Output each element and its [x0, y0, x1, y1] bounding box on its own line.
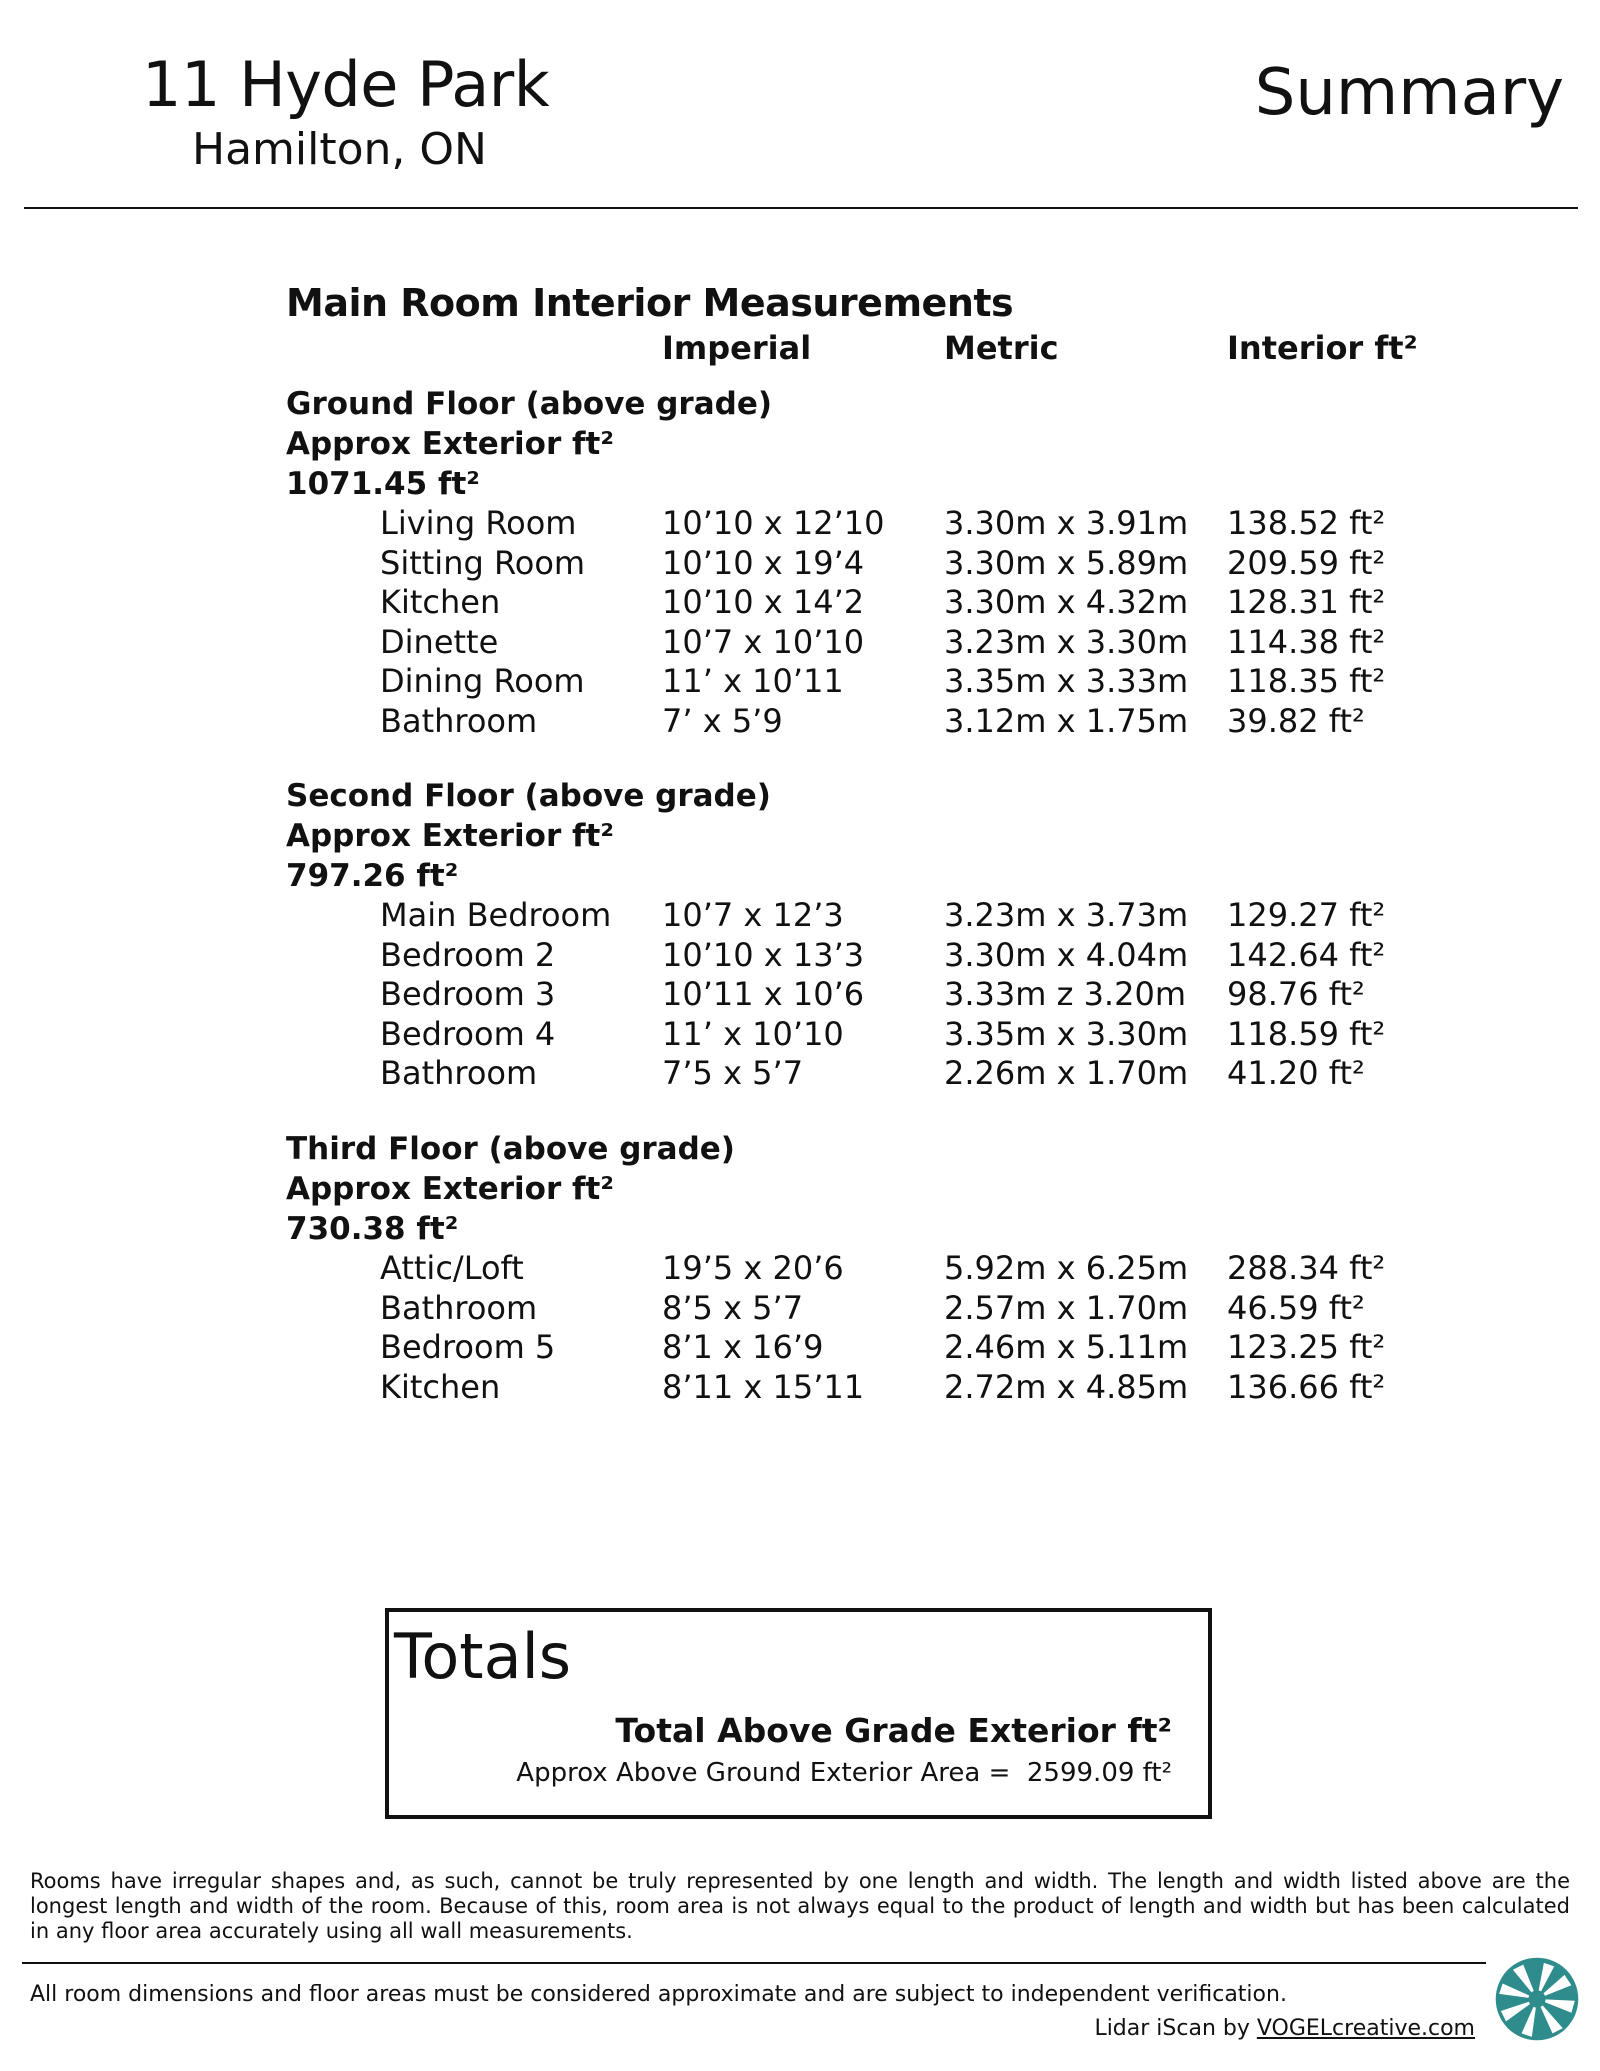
floor-exterior-total: 797.26 ft²	[286, 858, 459, 894]
credit-prefix: Lidar iScan by	[1094, 2016, 1257, 2041]
room-interior-area: 39.82 ft²	[1227, 701, 1365, 740]
header-divider	[24, 207, 1578, 209]
column-header-metric: Metric	[944, 329, 1059, 367]
room-name: Bathroom	[380, 1288, 538, 1327]
totals-line-label: Approx Above Ground Exterior Area =	[516, 1758, 1011, 1788]
totals-line-value: 2599.09 ft²	[1026, 1758, 1172, 1788]
measurements-heading: Main Room Interior Measurements	[286, 281, 1014, 325]
room-interior-area: 118.35 ft²	[1227, 662, 1386, 700]
column-header-interior: Interior ft²	[1227, 329, 1418, 367]
room-interior-area: 128.31 ft²	[1227, 583, 1386, 621]
room-interior-area: 114.38 ft²	[1227, 622, 1386, 661]
room-metric: 2.57m x 1.70m	[944, 1288, 1189, 1327]
totals-title: Totals	[394, 1620, 572, 1693]
room-metric: 3.35m x 3.30m	[944, 1014, 1189, 1053]
credit-line	[1094, 2016, 1475, 2041]
disclaimer: Rooms have irregular shapes and, as such, cannot be truly represented by one length and width. The length and width listed above are the longest length and width of the room. Because of this, room area is not always equal to the product of length and width but has been calculated in any floor area accurately using all wall measurements.	[30, 1869, 1570, 1943]
room-metric: 3.30m x 5.89m	[944, 543, 1189, 582]
room-imperial: 10’10 x 14’2	[662, 583, 865, 621]
room-metric: 5.92m x 6.25m	[944, 1249, 1189, 1287]
room-imperial: 10’7 x 12’3	[662, 896, 844, 934]
room-imperial: 10’10 x 13’3	[662, 935, 865, 974]
room-name: Bedroom 4	[380, 1014, 556, 1053]
room-imperial: 11’ x 10’11	[662, 662, 844, 700]
column-header-imperial: Imperial	[662, 329, 812, 367]
room-imperial: 10’11 x 10’6	[662, 975, 865, 1013]
floor-title: Ground Floor (above grade)	[286, 386, 773, 422]
room-metric: 2.26m x 1.70m	[944, 1054, 1189, 1092]
room-interior-area: 129.27 ft²	[1227, 896, 1386, 934]
room-imperial: 19’5 x 20’6	[662, 1249, 844, 1287]
floor-title: Second Floor (above grade)	[286, 778, 771, 814]
totals-subtitle: Total Above Grade Exterior ft²	[615, 1711, 1172, 1750]
room-name: Bedroom 3	[380, 975, 556, 1013]
room-name: Dinette	[380, 622, 499, 661]
room-name: Kitchen	[380, 1367, 501, 1406]
room-name: Main Bedroom	[380, 896, 612, 934]
room-interior-area: 98.76 ft²	[1227, 975, 1365, 1013]
floor-exterior-total: 1071.45 ft²	[286, 466, 480, 502]
room-imperial: 11’ x 10’10	[662, 1014, 844, 1053]
room-interior-area: 209.59 ft²	[1227, 543, 1386, 582]
room-metric: 3.33m z 3.20m	[944, 975, 1186, 1013]
floor-subtitle: Approx Exterior ft²	[286, 1171, 614, 1207]
room-imperial: 10’10 x 12’10	[662, 504, 885, 542]
address-line-1: 11 Hyde Park	[142, 48, 550, 121]
room-interior-area: 41.20 ft²	[1227, 1054, 1365, 1092]
room-name: Kitchen	[380, 583, 501, 621]
room-metric: 3.30m x 4.04m	[944, 935, 1189, 974]
totals-line	[516, 1758, 1172, 1788]
room-imperial: 8’1 x 16’9	[662, 1328, 824, 1366]
room-name: Bathroom	[380, 1054, 538, 1092]
room-interior-area: 123.25 ft²	[1227, 1328, 1386, 1366]
floor-title: Third Floor (above grade)	[286, 1131, 735, 1167]
room-name: Bedroom 2	[380, 935, 556, 974]
room-imperial: 7’ x 5’9	[662, 701, 783, 740]
address-line-2: Hamilton, ON	[192, 124, 487, 175]
credit-link[interactable]: VOGELcreative.com	[1256, 2016, 1475, 2041]
room-metric: 2.46m x 5.11m	[944, 1328, 1189, 1366]
page-title: Summary	[1254, 56, 1564, 130]
room-name: Bathroom	[380, 701, 538, 740]
aperture-logo-icon	[1494, 1956, 1580, 2042]
room-name: Bedroom 5	[380, 1328, 556, 1366]
floor-subtitle: Approx Exterior ft²	[286, 818, 614, 854]
room-interior-area: 118.59 ft²	[1227, 1014, 1386, 1053]
room-imperial: 10’7 x 10’10	[662, 622, 865, 661]
room-imperial: 8’5 x 5’7	[662, 1288, 804, 1327]
room-interior-area: 46.59 ft²	[1227, 1288, 1365, 1327]
room-interior-area: 138.52 ft²	[1227, 504, 1386, 542]
room-imperial: 10’10 x 19’4	[662, 543, 865, 582]
room-metric: 3.35m x 3.33m	[944, 662, 1189, 700]
floor-exterior-total: 730.38 ft²	[286, 1211, 459, 1247]
room-name: Dining Room	[380, 662, 585, 700]
room-name: Sitting Room	[380, 543, 586, 582]
room-metric: 3.12m x 1.75m	[944, 701, 1189, 740]
room-metric: 3.30m x 4.32m	[944, 583, 1189, 621]
room-metric: 2.72m x 4.85m	[944, 1367, 1189, 1406]
room-metric: 3.30m x 3.91m	[944, 504, 1189, 542]
room-name: Attic/Loft	[380, 1249, 524, 1287]
room-interior-area: 288.34 ft²	[1227, 1249, 1386, 1287]
room-name: Living Room	[380, 504, 577, 542]
approx-note: All room dimensions and floor areas must be considered approximate and are subject to independent verification.	[30, 1982, 1287, 2007]
room-imperial: 7’5 x 5’7	[662, 1054, 804, 1092]
room-metric: 3.23m x 3.73m	[944, 896, 1189, 934]
room-interior-area: 142.64 ft²	[1227, 935, 1386, 974]
room-imperial: 8’11 x 15’11	[662, 1367, 865, 1406]
footer-divider	[22, 1962, 1486, 1964]
room-interior-area: 136.66 ft²	[1227, 1367, 1386, 1406]
floor-subtitle: Approx Exterior ft²	[286, 426, 614, 462]
room-metric: 3.23m x 3.30m	[944, 622, 1189, 661]
